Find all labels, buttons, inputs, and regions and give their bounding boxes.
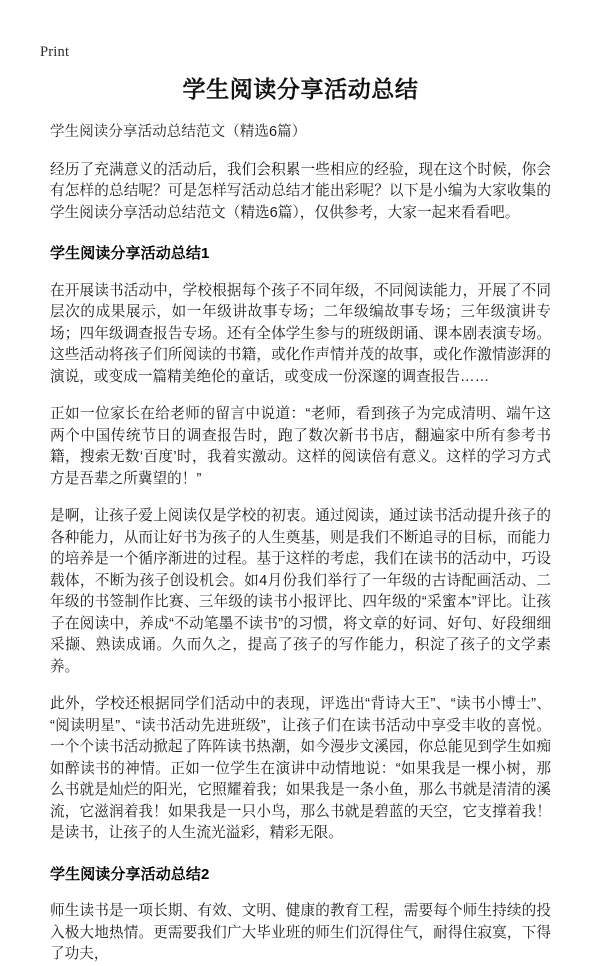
print-link[interactable]: Print	[40, 44, 70, 60]
section-1-paragraph-3: 是啊，让孩子爱上阅读仅是学校的初衷。通过阅读，通过读书活动提升孩子的各种能力，从而让好书为孩子的人生奠基，则是我们不断追寻的目标，而能力的培养是一个循序渐进的过程。基于这样的考虑，我们在读书的活动中，巧设载体，不断为孩子创设机会。如4月份我们举行了一年级的古诗配画活动、二年级的书签制作比赛、三年级的读书小报评比、四年级的“采蜜本”评比。让孩子在阅读中，养成“不动笔墨不读书”的习惯，将文章的好词、好句、好段细细采撷、熟读成诵。久而久之，提高了孩子的写作能力，积淀了孩子的文学素养。	[50, 508, 551, 675]
print-toolbar	[40, 44, 69, 60]
section-heading-2: 学生阅读分享活动总结2	[50, 865, 210, 883]
page-title: 学生阅读分享活动总结	[182, 76, 419, 102]
document-subtitle: 学生阅读分享活动总结范文（精选6篇）	[50, 124, 307, 141]
intro-paragraph: 经历了充满意义的活动后，我们会积累一些相应的经验，现在这个时候，你会有怎样的总结呢？可是怎样写活动总结才能出彩呢？以下是小编为大家收集的学生阅读分享活动总结范文（精选6篇），仅供参考，大家一起来看看吧。	[50, 161, 551, 221]
section-2-paragraph-1: 师生读书是一项长期、有效、文明、健康的教育工程，需要每个师生持续的投入极大地热情。更需要我们广大毕业班的师生们沉得住气，耐得住寂寞，下得了功夫，	[50, 903, 551, 963]
section-heading-1: 学生阅读分享活动总结1	[50, 245, 210, 263]
section-1-paragraph-4: 此外，学校还根据同学们活动中的表现，评选出“背诗大王”、“读书小博士”、“阅读明星”、“读书活动先进班级”，让孩子们在读书活动中享受丰收的喜悦。一个个读书活动掀起了阵阵读书热潮，如今漫步文溪园，你总能见到学生如痴如醉读书的神情。正如一位学生在演讲中动情地说：“如果我是一棵小树，那么书就是灿烂的阳光，它照耀着我；如果我是一条小鱼，那么书就是清清的溪流，它滋润着我！如果我是一只小鸟，那么书就是碧蓝的天空，它支撑着我！是读书，让孩子的人生流光溢彩，精彩无限。	[50, 696, 551, 842]
section-1-paragraph-1: 在开展读书活动中，学校根据每个孩子不同年级，不同阅读能力，开展了不同层次的成果展示，如一年级讲故事专场；二年级编故事专场；三年级演讲专场；四年级调查报告专场。还有全体学生参与的班级朗诵、课本剧表演专场。这些活动将孩子们所阅读的书籍，或化作声情并茂的故事，或化作激情澎湃的演说，或变成一篇精美绝伦的童话，或变成一份深邃的调查报告……	[50, 282, 551, 385]
document-content	[50, 74, 551, 966]
section-1-paragraph-2: 正如一位家长在给老师的留言中说道：“老师，看到孩子为完成清明、端午这两个中国传统节日的调查报告时，跑了数次新书书店，翻遍家中所有参考书籍，搜索无数‘百度’时，我着实激动。这样的阅读倍有意义。这样的学习方式方是吾辈之所冀望的！”	[50, 406, 551, 487]
